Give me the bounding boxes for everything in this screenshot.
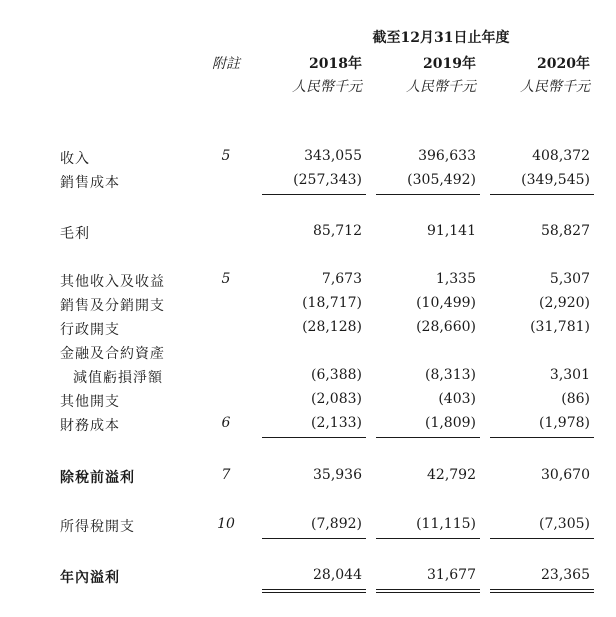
subtotal-rule bbox=[262, 194, 366, 195]
total-double-rule bbox=[376, 589, 480, 593]
value-2020: 408,372 bbox=[532, 148, 590, 164]
value-2020: (86) bbox=[561, 391, 590, 407]
subtotal-rule bbox=[262, 538, 366, 539]
row-label: 年內溢利 bbox=[60, 570, 120, 586]
subtotal-rule bbox=[376, 538, 480, 539]
table-row-cost-of-sales bbox=[0, 172, 616, 192]
value-2019: (305,492) bbox=[407, 172, 476, 188]
row-label: 收入 bbox=[60, 151, 90, 167]
row-label: 減值虧損淨額 bbox=[73, 370, 163, 386]
value-2020: (349,545) bbox=[521, 172, 590, 188]
unit-label-2019: 人民幣千元 bbox=[406, 79, 476, 95]
row-label: 其他開支 bbox=[60, 394, 120, 410]
row-label: 金融及合約資產 bbox=[60, 346, 165, 362]
year-header-2020: 2020年 bbox=[537, 56, 590, 72]
subtotal-rule bbox=[490, 437, 594, 438]
row-label: 財務成本 bbox=[60, 418, 120, 434]
row-label: 銷售成本 bbox=[60, 175, 120, 191]
value-2018: 35,936 bbox=[313, 467, 362, 483]
value-2019: 42,792 bbox=[427, 467, 476, 483]
value-2018: (18,717) bbox=[302, 295, 362, 311]
row-note: 5 bbox=[221, 148, 231, 164]
subtotal-rule bbox=[262, 437, 366, 438]
value-2018: (2,133) bbox=[310, 415, 362, 431]
value-2018: (7,892) bbox=[310, 516, 362, 532]
value-2018: (28,128) bbox=[302, 319, 362, 335]
table-row-profit-for-year bbox=[0, 567, 616, 587]
value-2020: (1,978) bbox=[538, 415, 590, 431]
table-row-admin-expenses bbox=[0, 319, 616, 339]
value-2018: (2,083) bbox=[310, 391, 362, 407]
row-label: 毛利 bbox=[60, 226, 90, 242]
value-2018: 343,055 bbox=[304, 148, 362, 164]
value-2020: 30,670 bbox=[541, 467, 590, 483]
unit-label-2018: 人民幣千元 bbox=[292, 79, 362, 95]
row-note: 7 bbox=[221, 467, 231, 483]
subtotal-rule bbox=[490, 194, 594, 195]
value-2019: 396,633 bbox=[418, 148, 476, 164]
value-2020: (7,305) bbox=[538, 516, 590, 532]
table-row-impairment-heading bbox=[0, 343, 616, 363]
value-2020: 58,827 bbox=[541, 223, 590, 239]
table-row-impairment-losses bbox=[0, 367, 616, 387]
value-2020: 5,307 bbox=[549, 271, 590, 287]
table-row-income-tax bbox=[0, 516, 616, 536]
value-2018: 85,712 bbox=[313, 223, 362, 239]
row-label: 其他收入及收益 bbox=[60, 274, 165, 290]
subtotal-rule bbox=[490, 538, 594, 539]
row-note: 6 bbox=[221, 415, 231, 431]
value-2019: 1,335 bbox=[435, 271, 476, 287]
note-column-header: 附註 bbox=[212, 56, 240, 72]
value-2020: 3,301 bbox=[549, 367, 590, 383]
row-label: 除稅前溢利 bbox=[60, 470, 135, 486]
unit-label-2020: 人民幣千元 bbox=[520, 79, 590, 95]
row-label: 銷售及分銷開支 bbox=[60, 298, 165, 314]
row-note: 5 bbox=[221, 271, 231, 287]
table-row-gross-profit bbox=[0, 223, 616, 243]
total-double-rule bbox=[262, 589, 366, 593]
value-2019: (11,115) bbox=[416, 516, 476, 532]
value-2019: (1,809) bbox=[424, 415, 476, 431]
subtotal-rule bbox=[376, 437, 480, 438]
value-2019: (28,660) bbox=[416, 319, 476, 335]
value-2019: (10,499) bbox=[416, 295, 476, 311]
value-2018: 28,044 bbox=[313, 567, 362, 583]
table-row-finance-costs bbox=[0, 415, 616, 435]
table-row-revenue bbox=[0, 148, 616, 168]
table-row-profit-before-tax bbox=[0, 467, 616, 487]
total-double-rule bbox=[490, 589, 594, 593]
period-header: 截至12月31日止年度 bbox=[372, 30, 510, 46]
year-header-2018: 2018年 bbox=[309, 56, 362, 72]
year-header-2019: 2019年 bbox=[423, 56, 476, 72]
table-row-other-expenses bbox=[0, 391, 616, 411]
value-2019: (403) bbox=[438, 391, 476, 407]
value-2020: 23,365 bbox=[541, 567, 590, 583]
row-note: 10 bbox=[217, 516, 235, 532]
value-2019: (8,313) bbox=[424, 367, 476, 383]
table-row-selling-expenses bbox=[0, 295, 616, 315]
value-2019: 91,141 bbox=[427, 223, 476, 239]
value-2018: 7,673 bbox=[321, 271, 362, 287]
row-label: 所得稅開支 bbox=[60, 519, 135, 535]
value-2020: (31,781) bbox=[530, 319, 590, 335]
table-row-other-income bbox=[0, 271, 616, 291]
value-2020: (2,920) bbox=[538, 295, 590, 311]
value-2019: 31,677 bbox=[427, 567, 476, 583]
subtotal-rule bbox=[376, 194, 480, 195]
value-2018: (6,388) bbox=[310, 367, 362, 383]
row-label: 行政開支 bbox=[60, 322, 120, 338]
value-2018: (257,343) bbox=[293, 172, 362, 188]
